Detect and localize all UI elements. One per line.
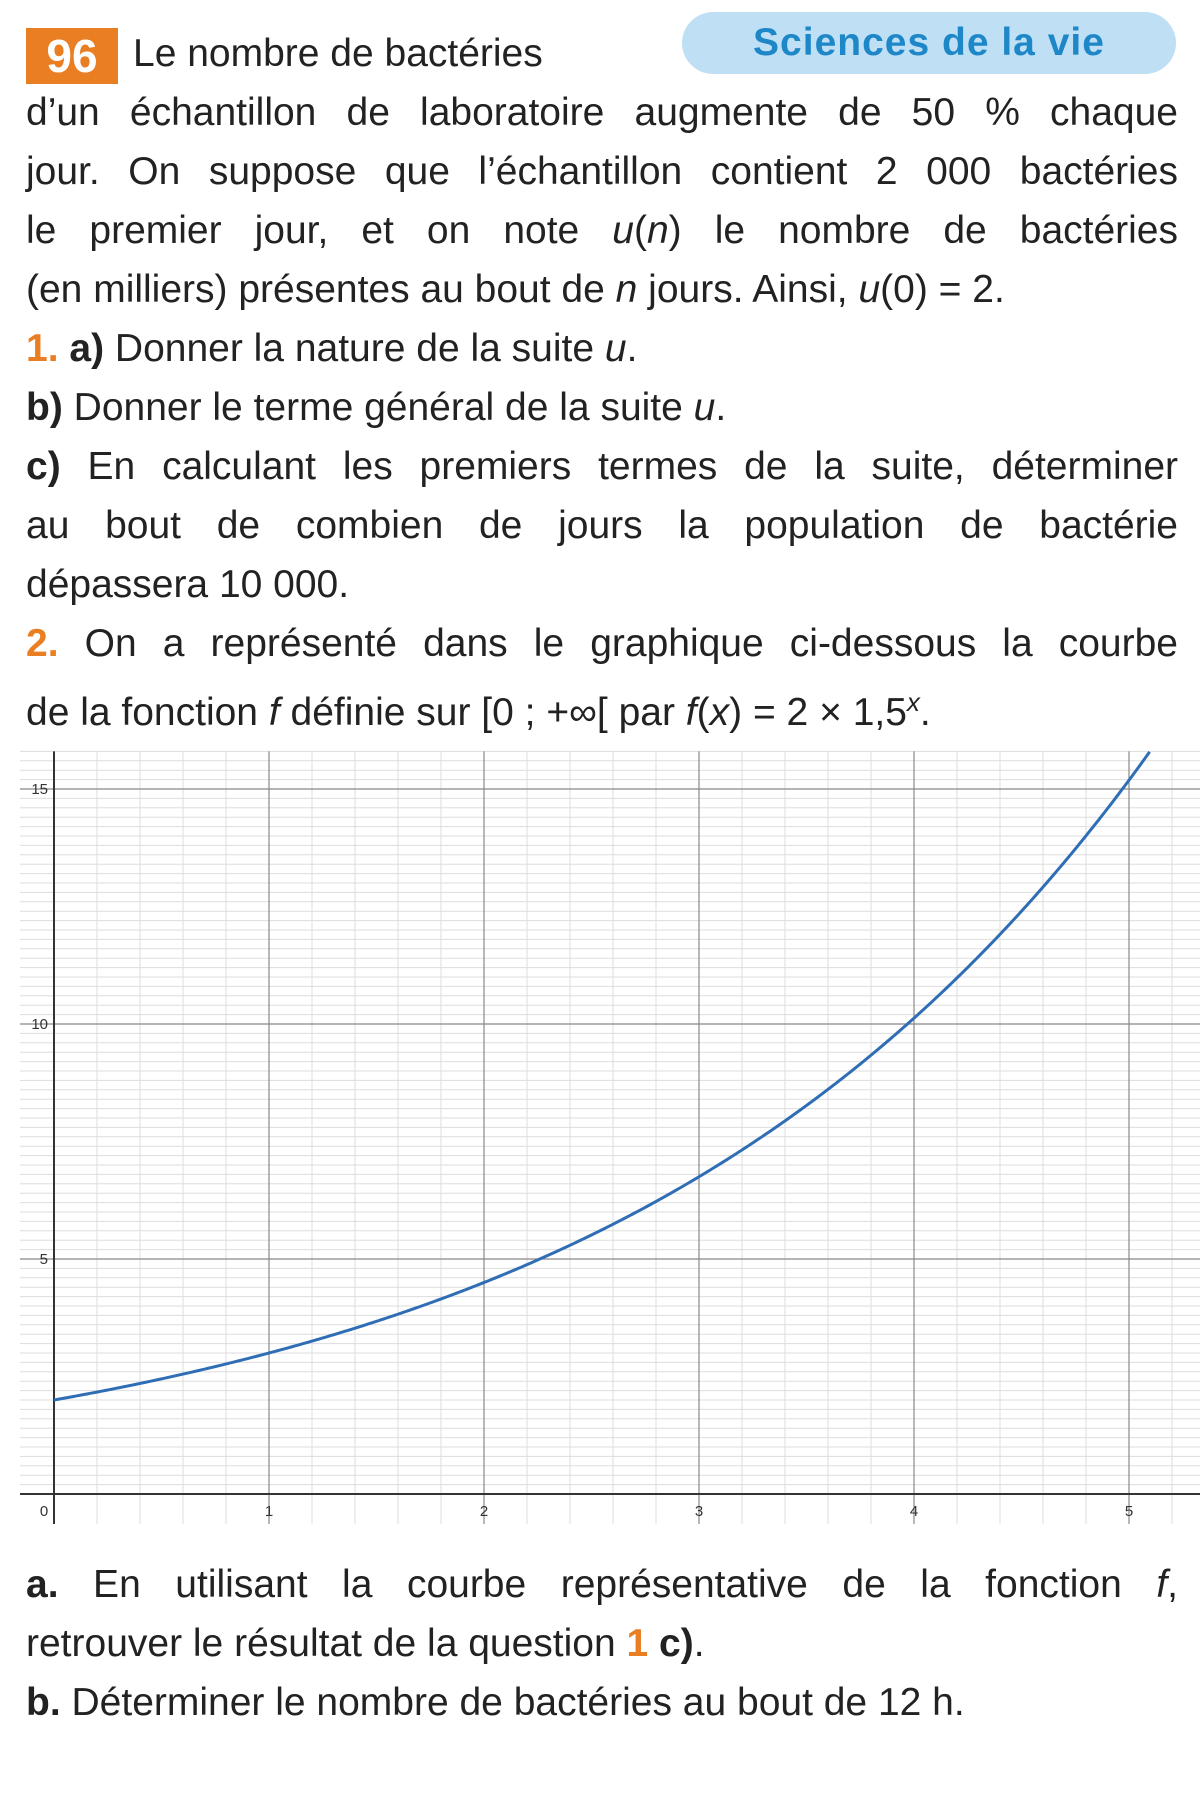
intro-line-1: Le nombre de bactéries [133,32,543,75]
axes [20,751,1200,1524]
question-2a-line-1: a. En utilisant la courbe représentative de la fonction f, [26,1563,1178,1606]
x-tick-label: 2 [479,1503,489,1520]
intro-line-4: le premier jour, et on note u(n) le nombre de bactéries [26,209,1178,252]
question-2b: b. Déterminer le nombre de bactéries au bout de 12 h. [26,1681,965,1724]
major-grid [20,751,1200,1524]
x-tick-label: 1 [264,1503,274,1520]
question-1b: b) Donner le terme général de la suite u. [26,386,727,429]
question-1c-line-3: dépassera 10 000. [26,563,350,606]
function-graph [0,742,1200,1542]
question-1c-line-1: c) En calculant les premiers termes de la suite, déterminer [26,445,1178,488]
x-tick-label: 3 [694,1503,704,1520]
question-1a: 1. a) Donner la nature de la suite u. [26,327,638,370]
intro-line-5: (en milliers) présentes au bout de n jours. Ainsi, u(0) = 2. [26,268,1005,311]
intro-line-2: d’un échantillon de laboratoire augmente de 50 % chaque [26,91,1178,134]
y-tick-label: 10 [31,1016,48,1033]
x-tick-label: 5 [1124,1503,1134,1520]
minor-grid [20,751,1200,1524]
exercise-number-badge: 96 [26,28,118,84]
question-1c-line-2: au bout de combien de jours la population de bactérie [26,504,1178,547]
category-pill: Sciences de la vie [682,12,1176,74]
y-tick-label: 15 [31,781,48,798]
y-tick-label: 5 [39,1251,48,1268]
x-tick-label: 0 [39,1503,49,1520]
question-2a-line-2: retrouver le résultat de la question 1 c). [26,1622,705,1665]
function-curve [54,752,1150,1400]
question-2-line-1: 2. On a représenté dans le graphique ci-dessous la courbe [26,622,1178,665]
x-tick-label: 4 [909,1503,919,1520]
question-2-line-2: de la fonction f définie sur [0 ; +∞[ par $f(x) = 2 \times 1,5^x$. [26,687,931,734]
intro-line-3: jour. On suppose que l’échantillon contient 2 000 bactéries [26,150,1178,193]
exercise-text [26,24,1178,732]
sub-questions [26,1555,1178,1732]
